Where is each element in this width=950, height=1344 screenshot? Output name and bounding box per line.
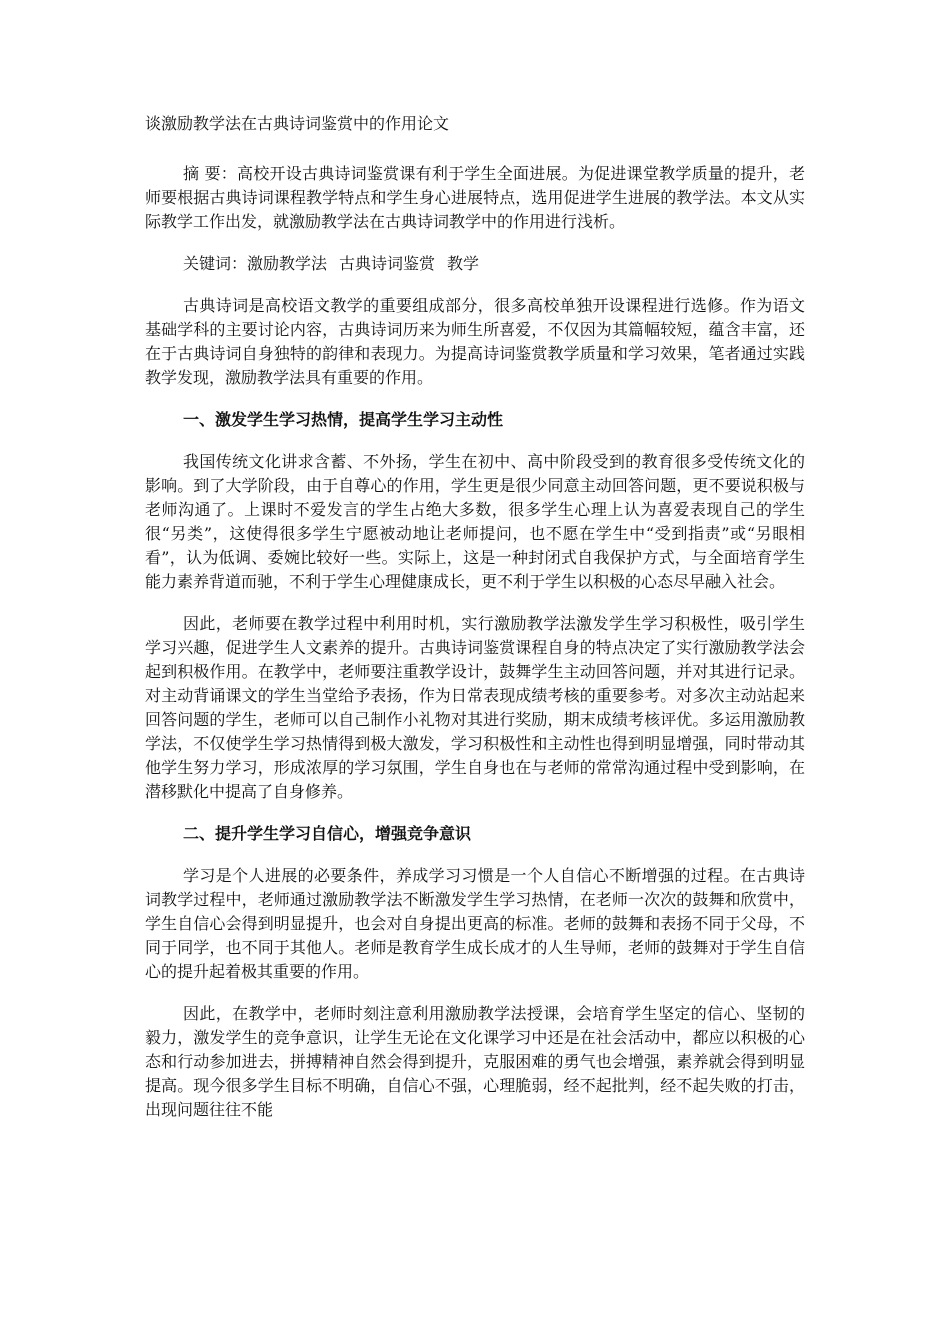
intro-paragraph: 古典诗词是高校语文教学的重要组成部分，很多高校单独开设课程进行选修。作为语文基础学科的主要讨论内容，古典诗词历来为师生所喜爱，不仅因为其篇幅较短，蕴含丰富，还在于古典诗词自身独特的韵律和表现力。为提高诗词鉴赏教学质量和学习效果，笔者通过实践教学发现，激励教学法具有重要的作用。 (145, 296, 805, 387)
abstract-label: 摘 要： (183, 164, 238, 183)
abstract-paragraph (145, 162, 805, 234)
document-title: 谈激励教学法在古典诗词鉴赏中的作用论文 (145, 114, 450, 133)
body-paragraph: 因此，在教学中，老师时刻注意利用激励教学法授课，会培育学生坚定的信心、坚韧的毅力，激发学生的竞争意识，让学生无论在文化课学习中还是在社会活动中，都应以积极的心态和行动参加进去，拼搏精神自然会得到提升，克服困难的勇气也会增强，素养就会得到明显提高。现今很多学生目标不明确，自信心不强，心理脆弱，经不起批判，经不起失败的打击，出现问题往往不能 (145, 1004, 805, 1119)
body-paragraph: 学习是个人进展的必要条件，养成学习习惯是一个人自信心不断增强的过程。在古典诗词教学过程中，老师通过激励教学法不断激发学生学习热情，在老师一次次的鼓舞和欣赏中，学生自信心会得到明显提升，也会对自身提出更高的标准。老师的鼓舞和表扬不同于父母，不同于同学，也不同于其他人。老师是教育学生成长成才的人生导师，老师的鼓舞对于学生自信心的提升起着极其重要的作用。 (145, 866, 805, 981)
keyword-item: 古典诗词鉴赏 (339, 254, 436, 273)
keyword-item: 教学 (447, 254, 480, 273)
body-paragraph: 我国传统文化讲求含蓄、不外扬，学生在初中、高中阶段受到的教育很多受传统文化的影响。到了大学阶段，由于自尊心的作用，学生更是很少同意主动回答问题，更不要说积极与老师沟通了。上课时不爱发言的学生占绝大多数，很多学生心理上认为喜爱表现自己的学生很“另类”，这使得很多学生宁愿被动地让老师提问，也不愿在学生中“受到指责”或“另眼相看”，认为低调、委婉比较好一些。实际上，这是一种封闭式自我保护方式，与全面培育学生能力素养背道而驰，不利于学生心理健康成长，更不利于学生以积极的心态尽早融入社会。 (145, 452, 805, 591)
abstract-text: 高校开设古典诗词鉴赏课有利于学生全面进展。为促进课堂教学质量的提升，老师要根据古典诗词课程教学特点和学生身心进展特点，选用促进学生进展的教学法。本文从实际教学工作出发，就激励教学法在古典诗词教学中的作用进行浅析。 (145, 164, 805, 231)
keywords-label: 关键词： (183, 254, 248, 273)
keywords-paragraph (145, 252, 805, 276)
section-heading: 一、激发学生学习热情，提高学生学习主动性 (183, 410, 504, 429)
section-heading: 二、提升学生学习自信心，增强竞争意识 (183, 824, 472, 843)
keyword-item: 激励教学法 (247, 254, 328, 273)
body-paragraph: 因此，老师要在教学过程中利用时机，实行激励教学法激发学生学习积极性，吸引学生学习兴趣，促进学生人文素养的提升。古典诗词鉴赏课程自身的特点决定了实行激励教学法会起到积极作用。在教学中，老师要注重教学设计，鼓舞学生主动回答问题，并对其进行记录。对主动背诵课文的学生当堂给予表扬，作为日常表现成绩考核的重要参考。对多次主动站起来回答问题的学生，老师可以自己制作小礼物对其进行奖励，期末成绩考核评优。多运用激励教学法，不仅使学生学习热情得到极大激发，学习积极性和主动性也得到明显增强，同时带动其他学生努力学习，形成浓厚的学习氛围，学生自身也在与老师的常常沟通过程中受到影响，在潜移默化中提高了自身修养。 (145, 614, 805, 801)
document-page (145, 112, 805, 1140)
